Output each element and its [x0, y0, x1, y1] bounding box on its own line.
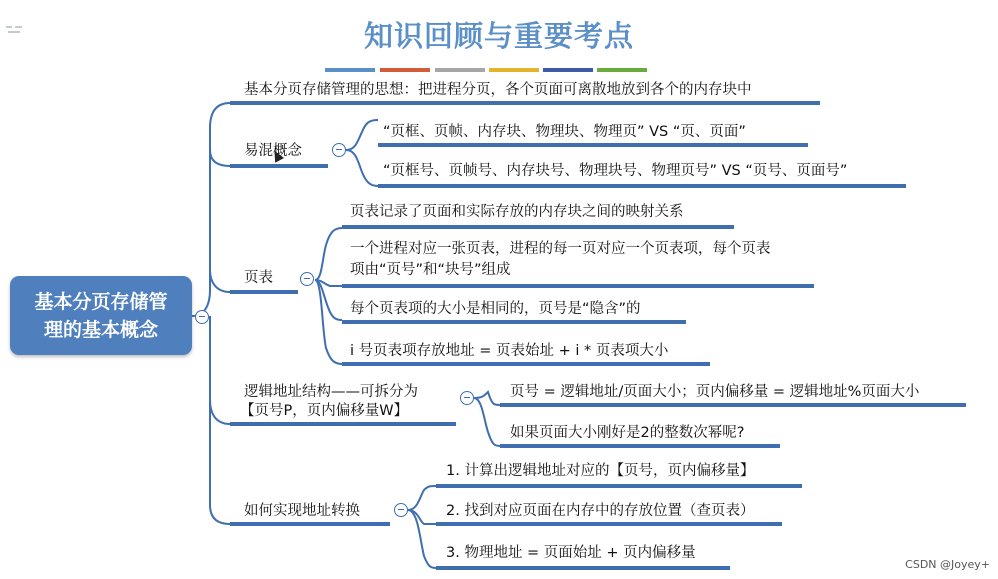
color-bar	[597, 68, 647, 72]
color-bar	[543, 68, 593, 72]
translate-item-3-underline	[436, 566, 730, 570]
pagetable-item-2-line2: 项由“页号”和“块号”组成	[350, 262, 511, 278]
watermark: CSDN @Joyey+	[905, 558, 990, 571]
confusing-item-2-underline	[378, 184, 906, 188]
branch-idea-text: 基本分页存储管理的思想：把进程分页，各个页面可离散地放到各个的内存块中	[244, 82, 752, 98]
translate-item-1-underline	[436, 484, 802, 488]
confusing-item-1-underline	[378, 143, 808, 147]
branch-logical-collapse-icon[interactable]	[460, 391, 474, 405]
branch-translate-label: 如何实现地址转换	[244, 503, 360, 519]
root-node-line1: 基本分页存储管	[34, 290, 168, 313]
confusing-item-1: “页框、页帧、内存块、物理块、物理页” VS “页、页面”	[383, 124, 746, 140]
branch-pagetable-label: 页表	[244, 270, 273, 286]
translate-item-2-underline	[436, 522, 782, 526]
pagetable-item-1: 页表记录了页面和实际存放的内存块之间的映射关系	[350, 204, 684, 220]
root-node-line2: 理的基本概念	[43, 318, 158, 341]
pagetable-item-4-underline	[342, 362, 710, 366]
logical-item-2-underline	[500, 444, 780, 448]
branch-pagetable-underline	[230, 290, 298, 294]
page-title: 知识回顾与重要考点	[363, 19, 634, 53]
branch-logical-underline	[230, 422, 456, 426]
branch-confusing-label: 易混概念	[244, 143, 302, 159]
color-bar	[380, 68, 430, 72]
root-node[interactable]	[10, 276, 192, 355]
branch-translate-collapse-icon[interactable]	[394, 503, 408, 517]
logical-item-2: 如果页面大小刚好是2的整数次幂呢?	[510, 425, 745, 441]
pagetable-item-3: 每个页表项的大小是相同的，页号是“隐含”的	[350, 301, 641, 317]
translate-item-2: 2. 找到对应页面在内存中的存放位置（查页表）	[446, 503, 755, 519]
branch-confusing-collapse-icon[interactable]	[332, 143, 346, 157]
pagetable-item-4: i 号页表项存放地址 = 页表始址 + i * 页表项大小	[350, 343, 669, 359]
color-bar	[325, 68, 375, 72]
branch-translate-underline	[230, 522, 390, 526]
root-collapse-icon[interactable]	[195, 310, 209, 324]
logical-item-1: 页号 = 逻辑地址/页面大小；页内偏移量 = 逻辑地址%页面大小	[510, 384, 920, 400]
pagetable-item-2-line1: 一个进程对应一张页表，进程的每一页对应一个页表项，每个页表	[350, 241, 771, 257]
branch-logical-line2: 【页号P，页内偏移量W】	[240, 403, 409, 419]
translate-item-3: 3. 物理地址 = 页面始址 + 页内偏移量	[446, 545, 696, 561]
confusing-item-2: “页框号、页帧号、内存块号、物理块号、物理页号” VS “页号、页面号”	[383, 163, 848, 179]
color-bar	[489, 68, 539, 72]
branch-confusing-underline	[230, 164, 328, 168]
logical-item-1-underline	[500, 403, 966, 407]
branch-pagetable-collapse-icon[interactable]	[300, 272, 314, 286]
color-bar	[435, 68, 485, 72]
branch-logical-line1: 逻辑地址结构——可拆分为	[244, 384, 418, 400]
translate-item-1: 1. 计算出逻辑地址对应的【页号，页内偏移量】	[446, 463, 755, 479]
pagetable-item-3-underline	[342, 320, 686, 324]
pagetable-item-2-underline	[342, 284, 814, 288]
pagetable-item-1-underline	[342, 225, 734, 229]
branch-idea-underline	[230, 101, 820, 105]
